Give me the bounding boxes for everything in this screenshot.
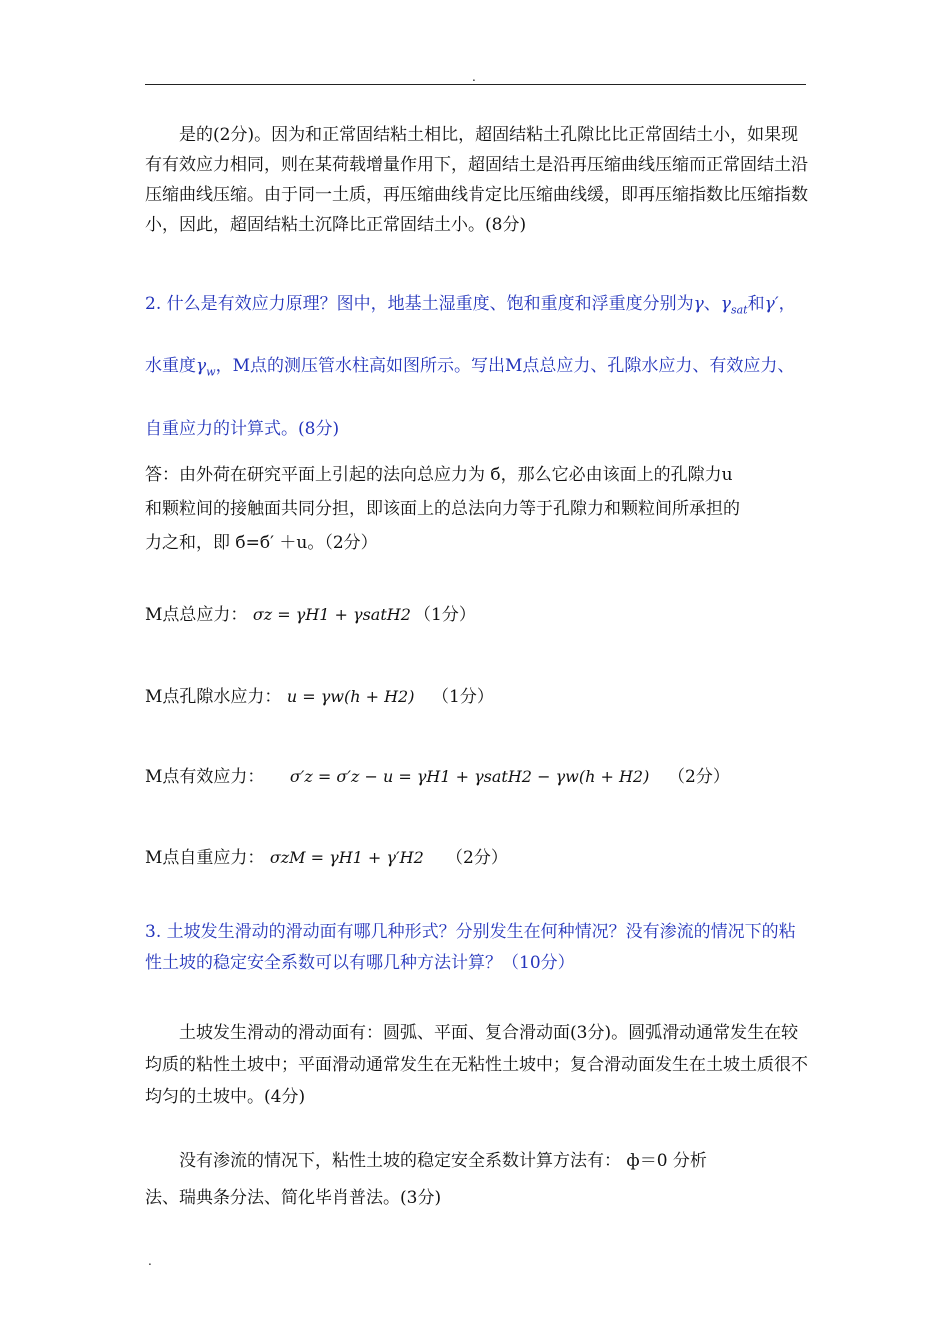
header-dot: . [472,70,476,84]
formula-label: M点有效应力： [145,767,265,787]
footer-dot: . [148,1254,152,1268]
formula-effective-stress [145,762,649,792]
question-3: 3. 土坡发生滑动的滑动面有哪几种形式？分别发生在何种情况？没有渗流的情况下的粘性土坡的稳定安全系数可以有哪几种方法计算？（10分） [145,922,796,973]
formula-pore-water [145,682,414,712]
answer-2-paragraph: 答：由外荷在研究平面上引起的法向总应力为 б，那么它必由该面上的孔隙力u和颗粒间的接触面共同分担，即该面上的总法向力等于孔隙力和颗粒间所承担的力之和，即 б=б′ ＋u。（2分） [145,465,740,553]
formula-equation: σz = γH1 + γsatH2 [252,605,411,624]
intro-paragraph: 是的(2分)。因为和正常固结粘土相比，超固结粘土孔隙比比正常固结土小，如果现有有效应力相同，则在某荷载增量作用下，超固结土是沿再压缩曲线压缩而正常固结土沿压缩曲线压缩。由于同一土质，再压缩曲线肯定比压缩曲线缓，即再压缩指数比压缩指数小，因此，超固结粘土沉降比正常固结土小。(8分) [145,125,808,235]
formula-score: （1分） [414,605,476,625]
formula-equation: σ′z = σ′z − u = γH1 + γsatH2 − γw(h + H2) [289,767,650,786]
formula-label: M点总应力： [145,605,248,625]
formula-score: （1分） [432,687,494,707]
formula-total-stress [145,600,411,630]
gamma-sat-symbol: $\gamma_{sat}$ [720,294,748,317]
answer-3-paragraph-1: 土坡发生滑动的滑动面有：圆弧、平面、复合滑动面(3分)。圆弧滑动通常发生在较均质的粘性土坡中；平面滑动通常发生在无粘性土坡中；复合滑动面发生在土坡土质很不均匀的土坡中。(4分) [145,1023,808,1107]
q2-rest: ，M点的测压管水柱高如图所示。写出M点总应力、孔隙水应力、有效应力、自重应力的计算式。(8分) [145,356,795,439]
question-2 [145,276,810,457]
gamma-w-symbol: $\gamma_w$ [196,356,216,379]
answer-3-paragraph-2: 没有渗流的情况下，粘性土坡的稳定安全系数计算方法有： ф＝0 分析法、瑞典条分法、简化毕肖普法。(3分) [145,1151,707,1208]
formula-equation: σzM = γH1 + γ′H2 [269,848,424,867]
formula-self-weight [145,843,424,873]
header-rule [145,84,806,85]
formula-score: （2分） [668,767,730,787]
q2-mid: ，水重度 [145,294,796,377]
gamma-symbol: γ [693,294,704,314]
q2-sep: 、 [703,294,721,314]
gamma-prime-symbol: γ′ [764,294,779,314]
formula-score: （2分） [446,848,508,868]
formula-equation: u = γw(h + H2) [286,687,415,706]
formula-label: M点自重应力： [145,848,265,868]
q2-and: 和 [747,294,765,314]
formula-label: M点孔隙水应力： [145,687,282,707]
q2-line1: 2. 什么是有效应力原理？图中，地基土湿重度、饱和重度和浮重度分别为 [145,294,694,314]
